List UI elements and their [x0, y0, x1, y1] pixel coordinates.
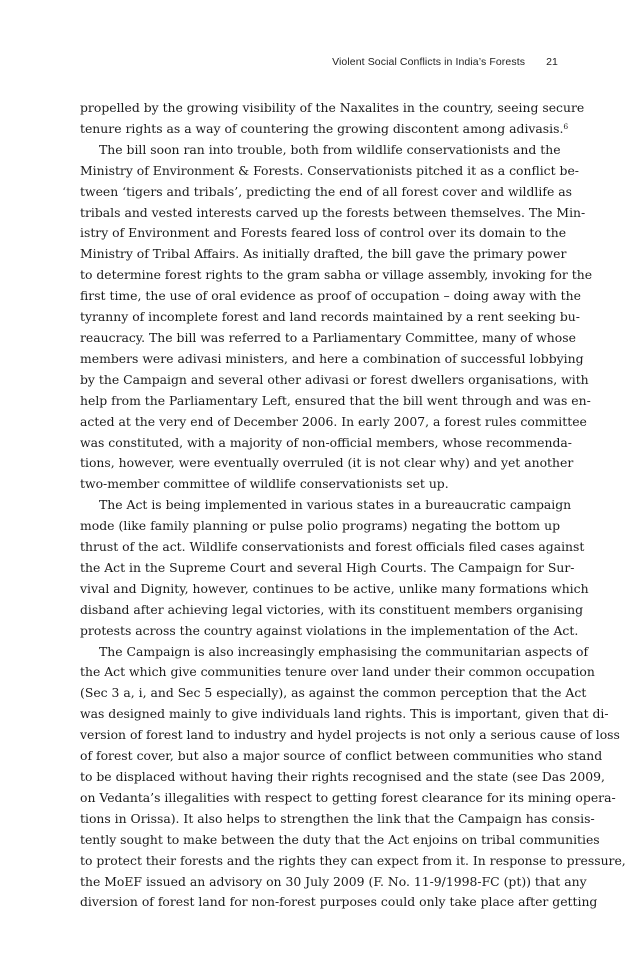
- text-line-content: istry of Environment and Forests feared loss of control over its domain to the: [80, 225, 567, 241]
- text-line-content: diversion of forest land for non-forest purposes could only take place after getting: [80, 894, 598, 910]
- text-line: [80, 474, 560, 495]
- text-line-content: to be displaced without having their rights recognised and the state (see Das 2009,: [80, 769, 605, 784]
- text-line: [80, 140, 560, 161]
- text-line-content: protests across the country against violations in the implementation of the Act.: [80, 622, 579, 638]
- text-line-content: help from the Parliamentary Left, ensured that the bill went through and was en-: [80, 392, 591, 408]
- text-line-content: mode (like family planning or pulse polio programs) negating the bottom up: [80, 518, 560, 534]
- text-line-content: tions in Orissa). It also helps to strengthen the link that the Campaign has consis-: [80, 810, 595, 826]
- text-line: [80, 872, 587, 893]
- text-line: [80, 746, 603, 767]
- text-line-content: on Vedanta’s illegalities with respect to getting forest clearance for its mining opera-: [80, 789, 616, 805]
- text-line-content: members were adivasi ministers, and here a combination of successful lobbying: [80, 350, 584, 366]
- text-line-content: tween ‘tigers and tribals’, predicting the end of all forest cover and wildlife as: [80, 183, 572, 199]
- text-line-content: of forest cover, but also a major source of conflict between communities who stand: [80, 748, 603, 764]
- text-line: [80, 307, 580, 328]
- text-line: [80, 788, 616, 809]
- text-line-content: the Act which give communities tenure over land under their common occupation: [80, 664, 595, 680]
- text-line-content: tyranny of incomplete forest and land records maintained by a rent seeking bu-: [80, 309, 580, 325]
- text-line: [80, 286, 581, 307]
- text-line: [80, 809, 595, 830]
- text-line: [80, 412, 587, 433]
- text-line: [80, 370, 589, 391]
- text-line-content: thrust of the act. Wildlife conservationists and forest officials filed cases against: [80, 539, 585, 555]
- text-line-content: was designed mainly to give individuals land rights. This is important, given that di-: [80, 706, 609, 722]
- text-line-content: The bill soon ran into trouble, both from wildlife conservationists and the: [99, 141, 561, 157]
- text-line-content: reaucracy. The bill was referred to a Parliamentary Committee, many of whose: [80, 329, 576, 345]
- text-line-content: was constituted, with a majority of non-official members, whose recommenda-: [80, 434, 572, 450]
- text-line-content: tions, however, were eventually overruled (it is not clear why) and yet another: [80, 455, 574, 471]
- text-line: [80, 223, 567, 244]
- text-line: [80, 182, 572, 203]
- text-line: [80, 851, 626, 872]
- text-line-content: the MoEF issued an advisory on 30 July 2009 (F. No. 11-9/1998-FC (pt)) that any: [80, 873, 587, 889]
- text-line: [80, 537, 585, 558]
- running-title: Violent Social Conflicts in India’s Forests: [332, 56, 526, 68]
- text-line-content: Ministry of Environment & Forests. Conservationists pitched it as a conflict be-: [80, 162, 579, 178]
- text-line-content: two-member committee of wildlife conservationists set up.: [80, 476, 449, 492]
- text-line: [80, 600, 584, 621]
- text-line: [80, 495, 572, 516]
- text-line: [80, 244, 567, 265]
- text-line-content: the Act in the Supreme Court and several High Courts. The Campaign for Sur-: [80, 559, 575, 575]
- text-line: [80, 662, 595, 683]
- text-line: [80, 830, 600, 851]
- text-line: [80, 98, 585, 119]
- text-line: [80, 391, 591, 412]
- text-line: [80, 453, 574, 474]
- text-line: [80, 119, 569, 140]
- text-line-content: The Campaign is also increasingly emphasising the communitarian aspects of: [99, 643, 589, 659]
- text-line: [80, 558, 575, 579]
- text-line: [80, 433, 572, 454]
- text-line-content: Ministry of Tribal Affairs. As initially drafted, the bill gave the primary power: [80, 246, 567, 262]
- text-line: [80, 767, 605, 788]
- text-line-content: vival and Dignity, however, continues to be active, unlike many formations which: [80, 580, 589, 596]
- text-line-content: tribals and vested interests carved up the forests between themselves. The Min-: [80, 204, 586, 220]
- text-line: [80, 892, 598, 913]
- text-line-content: version of forest land to industry and hydel projects is not only a serious cause of loss: [80, 727, 620, 743]
- text-line-content: tently sought to make between the duty that the Act enjoins on tribal communities: [80, 831, 600, 847]
- footnote-marker[interactable]: 6: [563, 121, 569, 131]
- running-header: [80, 56, 558, 68]
- text-line: [80, 203, 586, 224]
- text-line: [80, 161, 579, 182]
- text-line: [80, 683, 587, 704]
- text-line-content: to protect their forests and the rights they can expect from it. In response to pressure,: [80, 852, 626, 868]
- text-line: [80, 328, 576, 349]
- text-line: [80, 265, 593, 286]
- text-line-content: tenure rights as a way of countering the growing discontent among adivasis.: [80, 120, 564, 136]
- text-line: [80, 642, 589, 663]
- text-line-content: first time, the use of oral evidence as proof of occupation – doing away with the: [80, 288, 581, 304]
- text-line: [80, 621, 579, 642]
- text-line-content: The Act is being implemented in various states in a bureaucratic campaign: [99, 497, 572, 513]
- text-line-content: disband after achieving legal victories, with its constituent members organising: [80, 601, 584, 617]
- text-line-content: acted at the very end of December 2006. In early 2007, a forest rules committee: [80, 413, 587, 429]
- text-line-content: propelled by the growing visibility of the Naxalites in the country, seeing secure: [80, 100, 585, 115]
- text-line: [80, 704, 609, 725]
- text-line-content: (Sec 3 a, i, and Sec 5 especially), as against the common perception that the Act: [80, 685, 587, 701]
- text-line: [80, 725, 620, 746]
- body-text: [80, 98, 626, 913]
- text-line-content: by the Campaign and several other adivasi or forest dwellers organisations, with: [80, 371, 589, 387]
- text-line: [80, 516, 560, 537]
- text-line: [80, 579, 589, 600]
- page-number: 21: [546, 56, 558, 68]
- text-line-content: to determine forest rights to the gram sabha or village assembly, invoking for the: [80, 267, 593, 283]
- text-line: [80, 349, 584, 370]
